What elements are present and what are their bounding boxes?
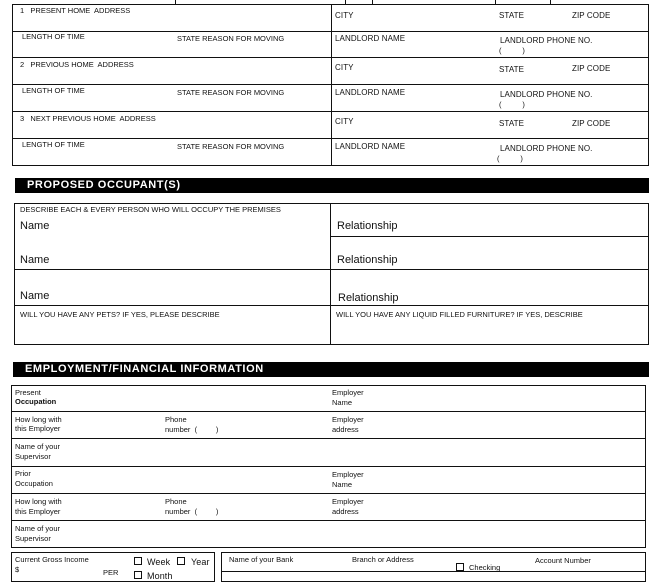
- occupant-name-label: Name: [20, 220, 50, 232]
- address-column-divider: [331, 4, 332, 166]
- month-label: Month: [147, 571, 173, 581]
- employment-header: EMPLOYMENT/FINANCIAL INFORMATION: [13, 362, 649, 377]
- row-line: [12, 31, 649, 32]
- present-address-label: 1 PRESENT HOME ADDRESS: [20, 6, 131, 15]
- landlord-phone-field: ( ): [499, 46, 525, 55]
- length-of-time-label: LENGTH OF TIME: [22, 140, 85, 149]
- previous-address-label: 2 PREVIOUS HOME ADDRESS: [20, 60, 134, 69]
- length-of-time-label: LENGTH OF TIME: [22, 32, 85, 41]
- employer-name-label: Employer: [332, 388, 364, 397]
- reason-for-moving-label: STATE REASON FOR MOVING: [177, 142, 285, 151]
- month-checkbox[interactable]: [134, 571, 142, 579]
- row-line: [12, 57, 649, 58]
- state-label: STATE: [499, 65, 525, 74]
- zip-label: ZIP CODE: [572, 119, 611, 128]
- phone-label: Phone: [165, 497, 187, 506]
- account-number-label: Account Number: [535, 556, 591, 565]
- checking-label: Checking: [469, 563, 501, 572]
- row-line: [11, 438, 646, 439]
- landlord-phone-label: LANDLORD PHONE NO.: [500, 90, 593, 99]
- row-line: [12, 138, 649, 139]
- row-line: [12, 84, 649, 85]
- row-line: [12, 111, 649, 112]
- next-previous-address-label: 3 NEXT PREVIOUS HOME ADDRESS: [20, 114, 156, 123]
- occupants-header: PROPOSED OCCUPANT(S): [15, 178, 649, 193]
- prior-occupation-label: Prior: [15, 469, 31, 478]
- row-line: [11, 520, 646, 521]
- occupant-name-label: Name: [20, 290, 50, 302]
- row-line: [11, 466, 646, 467]
- state-label: STATE: [499, 11, 525, 20]
- row-line: [330, 236, 649, 237]
- employer-name-label: Name: [332, 480, 353, 489]
- city-label: CITY: [335, 117, 354, 126]
- per-label: PER: [103, 568, 119, 577]
- occupant-relationship-label: Relationship: [337, 220, 398, 232]
- row-line: [14, 305, 649, 306]
- row-line: [11, 493, 646, 494]
- employer-name-label: Name: [332, 398, 353, 407]
- row-line: [221, 571, 646, 572]
- length-of-time-label: LENGTH OF TIME: [22, 86, 85, 95]
- prior-occupation-label: Occupation: [15, 479, 53, 488]
- phone-number-field: number ( ): [165, 425, 219, 434]
- city-label: CITY: [335, 63, 354, 72]
- occupant-relationship-label: Relationship: [338, 292, 399, 304]
- landlord-phone-label: LANDLORD PHONE NO.: [500, 144, 593, 153]
- liquid-furniture-question: WILL YOU HAVE ANY LIQUID FILLED FURNITURE? IF YES, DESCRIBE: [336, 310, 583, 319]
- zip-label: ZIP CODE: [572, 64, 611, 73]
- occupants-column-divider: [330, 203, 331, 345]
- landlord-phone-field: ( ): [497, 154, 523, 163]
- zip-label: ZIP CODE: [572, 11, 611, 20]
- pets-question: WILL YOU HAVE ANY PETS? IF YES, PLEASE DESCRIBE: [20, 310, 220, 319]
- occupants-section: [14, 203, 649, 345]
- occupant-name-label: Name: [20, 254, 50, 266]
- state-label: STATE: [499, 119, 525, 128]
- employer-name-label: Employer: [332, 470, 364, 479]
- present-occupation-label: Present: [15, 388, 41, 397]
- phone-number-field: number ( ): [165, 507, 219, 516]
- landlord-name-label: LANDLORD NAME: [335, 142, 406, 151]
- occupant-relationship-label: Relationship: [337, 254, 398, 266]
- checking-checkbox[interactable]: [456, 563, 464, 571]
- phone-label: Phone: [165, 415, 187, 424]
- row-line: [14, 269, 649, 270]
- city-label: CITY: [335, 11, 354, 20]
- bank-name-label: Name of your Bank: [229, 555, 294, 564]
- landlord-name-label: LANDLORD NAME: [335, 88, 406, 97]
- employer-address-label: Employer: [332, 497, 364, 506]
- week-label: Week: [147, 557, 171, 567]
- reason-for-moving-label: STATE REASON FOR MOVING: [177, 34, 285, 43]
- dollar-sign: $: [15, 565, 20, 574]
- describe-occupants-label: DESCRIBE EACH & EVERY PERSON WHO WILL OCCUPY THE PREMISES: [20, 205, 281, 214]
- year-label: Year: [191, 557, 210, 567]
- row-line: [11, 411, 646, 412]
- landlord-name-label: LANDLORD NAME: [335, 34, 406, 43]
- supervisor-label: Supervisor: [15, 452, 51, 461]
- supervisor-label: Supervisor: [15, 534, 51, 543]
- landlord-phone-field: ( ): [499, 100, 525, 109]
- how-long-label: How long with: [15, 497, 62, 506]
- landlord-phone-label: LANDLORD PHONE NO.: [500, 36, 593, 45]
- employer-address-label: address: [332, 507, 359, 516]
- employer-address-label: Employer: [332, 415, 364, 424]
- supervisor-label: Name of your: [15, 442, 61, 451]
- branch-address-label: Branch or Address: [352, 555, 414, 564]
- supervisor-label: Name of your: [15, 524, 61, 533]
- how-long-label: How long with: [15, 415, 62, 424]
- reason-for-moving-label: STATE REASON FOR MOVING: [177, 88, 285, 97]
- year-checkbox[interactable]: [177, 557, 185, 565]
- employer-address-label: address: [332, 425, 359, 434]
- gross-income-label: Current Gross Income: [15, 555, 89, 564]
- how-long-label: this Employer: [15, 507, 61, 516]
- present-occupation-label: Occupation: [15, 397, 57, 406]
- how-long-label: this Employer: [15, 424, 61, 433]
- week-checkbox[interactable]: [134, 557, 142, 565]
